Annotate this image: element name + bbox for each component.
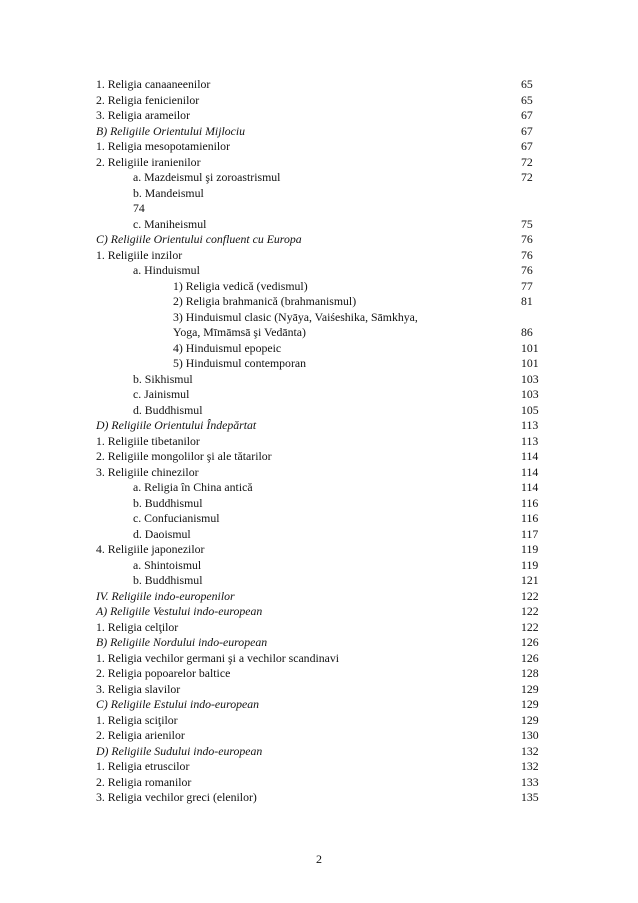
toc-entry (96, 93, 542, 109)
toc-entry-title: a. Mazdeismul şi zoroastrismul (133, 170, 281, 184)
toc-entry-title: c. Jainismul (133, 387, 190, 401)
toc-entry (96, 728, 542, 744)
toc-entry (96, 279, 542, 295)
toc-entry-title: B) Religiile Orientului Mijlociu (96, 123, 246, 138)
toc-entry (96, 403, 542, 419)
toc-entry-title: IV. Religiile indo-europenilor (96, 588, 235, 603)
toc-entry-page: 105 (521, 402, 539, 417)
toc-entry-page: 129 (521, 712, 539, 727)
toc-section-heading (96, 697, 542, 713)
toc-entry-title: A) Religiile Vestului indo-european (96, 604, 263, 618)
toc-entry-title: Yoga, Mīmāmsā şi Vedānta) (173, 325, 306, 339)
toc-entry-page: 121 (521, 573, 539, 587)
toc-entry-page: 122 (521, 619, 539, 634)
toc-entry-title: 1. Religia mesopotamienilor (96, 139, 230, 153)
toc-entry (96, 682, 542, 698)
toc-entry-title: 1. Religia sciţilor (96, 712, 178, 727)
toc-entry-page: 103 (521, 387, 539, 401)
toc-entry-title: 2. Religia arienilor (96, 728, 185, 742)
toc-entry-page: 67 (521, 139, 533, 153)
toc-section-heading (96, 232, 542, 248)
toc-entry-page: 116 (521, 495, 539, 510)
toc-entry-title: c. Confucianismul (133, 511, 220, 525)
toc-entry (96, 325, 542, 341)
toc-entry-title: b. Sikhismul (133, 371, 193, 386)
toc-section-heading (96, 418, 542, 434)
toc-entry-title: 4) Hinduismul epopeic (173, 340, 282, 355)
toc-section-heading (96, 635, 542, 651)
toc-entry (96, 434, 542, 450)
toc-entry-page: 76 (521, 247, 533, 262)
toc-entry-page: 129 (521, 681, 539, 696)
toc-entry (96, 775, 542, 791)
toc-entry-page: 77 (521, 278, 533, 293)
toc-entry-page: 135 (521, 790, 539, 804)
toc-entry (96, 248, 542, 264)
toc-entry-title: 1. Religiile inzilor (96, 247, 183, 262)
toc-entry-page: 76 (521, 263, 533, 277)
toc-entry-title: 1. Religia celţilor (96, 619, 179, 634)
toc-entry-title: B) Religiile Nordului indo-european (96, 635, 268, 649)
toc-entry-page: 114 (521, 449, 539, 463)
toc-entry-page: 117 (521, 526, 539, 541)
toc-entry-title: b. Buddhismul (133, 573, 203, 587)
toc-section-heading (96, 744, 542, 760)
toc-entry (96, 341, 542, 357)
toc-entry-title: 1. Religiile tibetanilor (96, 433, 200, 448)
toc-entry-page: 67 (521, 123, 533, 138)
toc-entry-title: 3. Religia arameilor (96, 108, 191, 122)
toc-entry (96, 217, 542, 233)
toc-entry-title: a. Shintoismul (133, 557, 202, 572)
toc-entry-page: 101 (521, 356, 539, 370)
toc-entry-page: 67 (521, 108, 533, 122)
toc-entry-page: 103 (521, 371, 539, 386)
toc-entry (96, 201, 542, 217)
toc-entry (96, 759, 542, 775)
toc-entry (96, 155, 542, 171)
toc-entry-page: 101 (521, 340, 539, 355)
toc-entry-title: 1. Religia vechilor germani şi a vechilor scandinavi (96, 650, 340, 665)
toc-entry-page: 114 (521, 464, 539, 479)
toc-entry-title: 3. Religiile chinezilor (96, 464, 199, 479)
toc-entry-title: d. Buddhismul (133, 402, 203, 417)
toc-entry-page: 133 (521, 774, 539, 789)
toc-section-heading (96, 124, 542, 140)
toc-entry-page: 132 (521, 759, 539, 773)
toc-entry-title: 2. Religia romanilor (96, 774, 192, 789)
toc-entry (96, 666, 542, 682)
toc-entry-page: 130 (521, 728, 539, 742)
toc-entry-page: 65 (521, 92, 533, 107)
toc-entry-title: C) Religiile Estului indo-european (96, 697, 260, 711)
toc-entry-page: 65 (521, 77, 533, 91)
toc-entry-page: 119 (521, 557, 539, 572)
toc-entry-page: 114 (521, 480, 539, 494)
toc-entry-page: 119 (521, 542, 539, 556)
toc-entry (96, 372, 542, 388)
toc-entry-title: 5) Hinduismul contemporan (173, 356, 307, 370)
toc-entry-title: d. Daoismul (133, 526, 191, 541)
toc-entry-page: 72 (521, 170, 533, 184)
toc-entry-page: 75 (521, 216, 533, 231)
toc-entry-title: c. Maniheismul (133, 216, 207, 231)
toc-entry-page: 76 (521, 232, 533, 246)
toc-entry-title: 2) Religia brahmanică (brahmanismul) (173, 294, 357, 308)
toc-entry (96, 186, 542, 202)
toc-entry (96, 573, 542, 589)
toc-entry (96, 170, 542, 186)
toc-entry-page: 116 (521, 511, 539, 525)
toc-entry-page: 86 (521, 325, 533, 339)
toc-entry (96, 294, 542, 310)
toc-entry-page: 129 (521, 697, 539, 711)
toc-entry-title: b. Mandeismul (133, 185, 204, 200)
toc-entry-title: 3) Hinduismul clasic (Nyāya, Vaiśeshika, Sāmkhya, (173, 309, 418, 324)
toc-entry (96, 651, 542, 667)
toc-entry (96, 77, 542, 93)
toc-entry-title: 74 (133, 201, 145, 215)
toc-entry (96, 465, 542, 481)
toc-entry-title: b. Buddhismul (133, 495, 203, 510)
toc-entry-title: 2. Religia popoarelor baltice (96, 666, 231, 680)
toc-entry-page: 113 (521, 433, 539, 448)
toc-entry (96, 620, 542, 636)
toc-entry (96, 542, 542, 558)
toc-entry (96, 108, 542, 124)
toc-entry-page: 122 (521, 604, 539, 618)
toc-entry (96, 496, 542, 512)
toc-entry (96, 310, 542, 326)
toc-entry (96, 139, 542, 155)
toc-entry-title: 3. Religia vechilor greci (elenilor) (96, 790, 257, 804)
toc-entry-title: 1. Religia etruscilor (96, 759, 190, 773)
toc-entry-page: 81 (521, 294, 533, 308)
toc-entry (96, 511, 542, 527)
toc-entry-title: D) Religiile Sudului indo-european (96, 743, 263, 758)
toc-entry-page: 72 (521, 154, 533, 169)
toc-section-heading (96, 604, 542, 620)
toc-entry-title: 2. Religia fenicienilor (96, 92, 200, 107)
toc-entry (96, 558, 542, 574)
toc-entry (96, 480, 542, 496)
toc-entry-title: 1) Religia vedică (vedismul) (173, 278, 308, 293)
toc-entry (96, 356, 542, 372)
toc-entry-page: 122 (521, 588, 539, 603)
page-number: 2 (316, 852, 322, 866)
toc-entry-title: 1. Religia canaaneenilor (96, 77, 211, 91)
toc-entry-title: C) Religiile Orientului confluent cu Europa (96, 232, 302, 246)
toc-entry-title: 2. Religiile mongolilor şi ale tătarilor (96, 449, 272, 463)
toc-entry (96, 790, 542, 806)
toc-entry-title: 4. Religiile japonezilor (96, 542, 205, 556)
toc-entry-title: 3. Religia slavilor (96, 681, 181, 696)
toc-entry-page: 128 (521, 666, 539, 680)
toc-entry-title: a. Religia în China antică (133, 480, 253, 494)
toc-section-heading (96, 589, 542, 605)
table-of-contents (96, 77, 542, 806)
toc-entry-title: 2. Religiile iranienilor (96, 154, 201, 169)
toc-entry (96, 713, 542, 729)
toc-entry (96, 449, 542, 465)
toc-entry-page: 126 (521, 635, 539, 649)
toc-entry (96, 387, 542, 403)
toc-entry-page: 126 (521, 650, 539, 665)
toc-entry-title: D) Religiile Orientului Îndepărtat (96, 418, 257, 432)
toc-entry-title: a. Hinduismul (133, 263, 200, 277)
toc-entry-page: 132 (521, 743, 539, 758)
toc-entry (96, 263, 542, 279)
toc-entry (96, 527, 542, 543)
toc-entry-page: 113 (521, 418, 539, 432)
